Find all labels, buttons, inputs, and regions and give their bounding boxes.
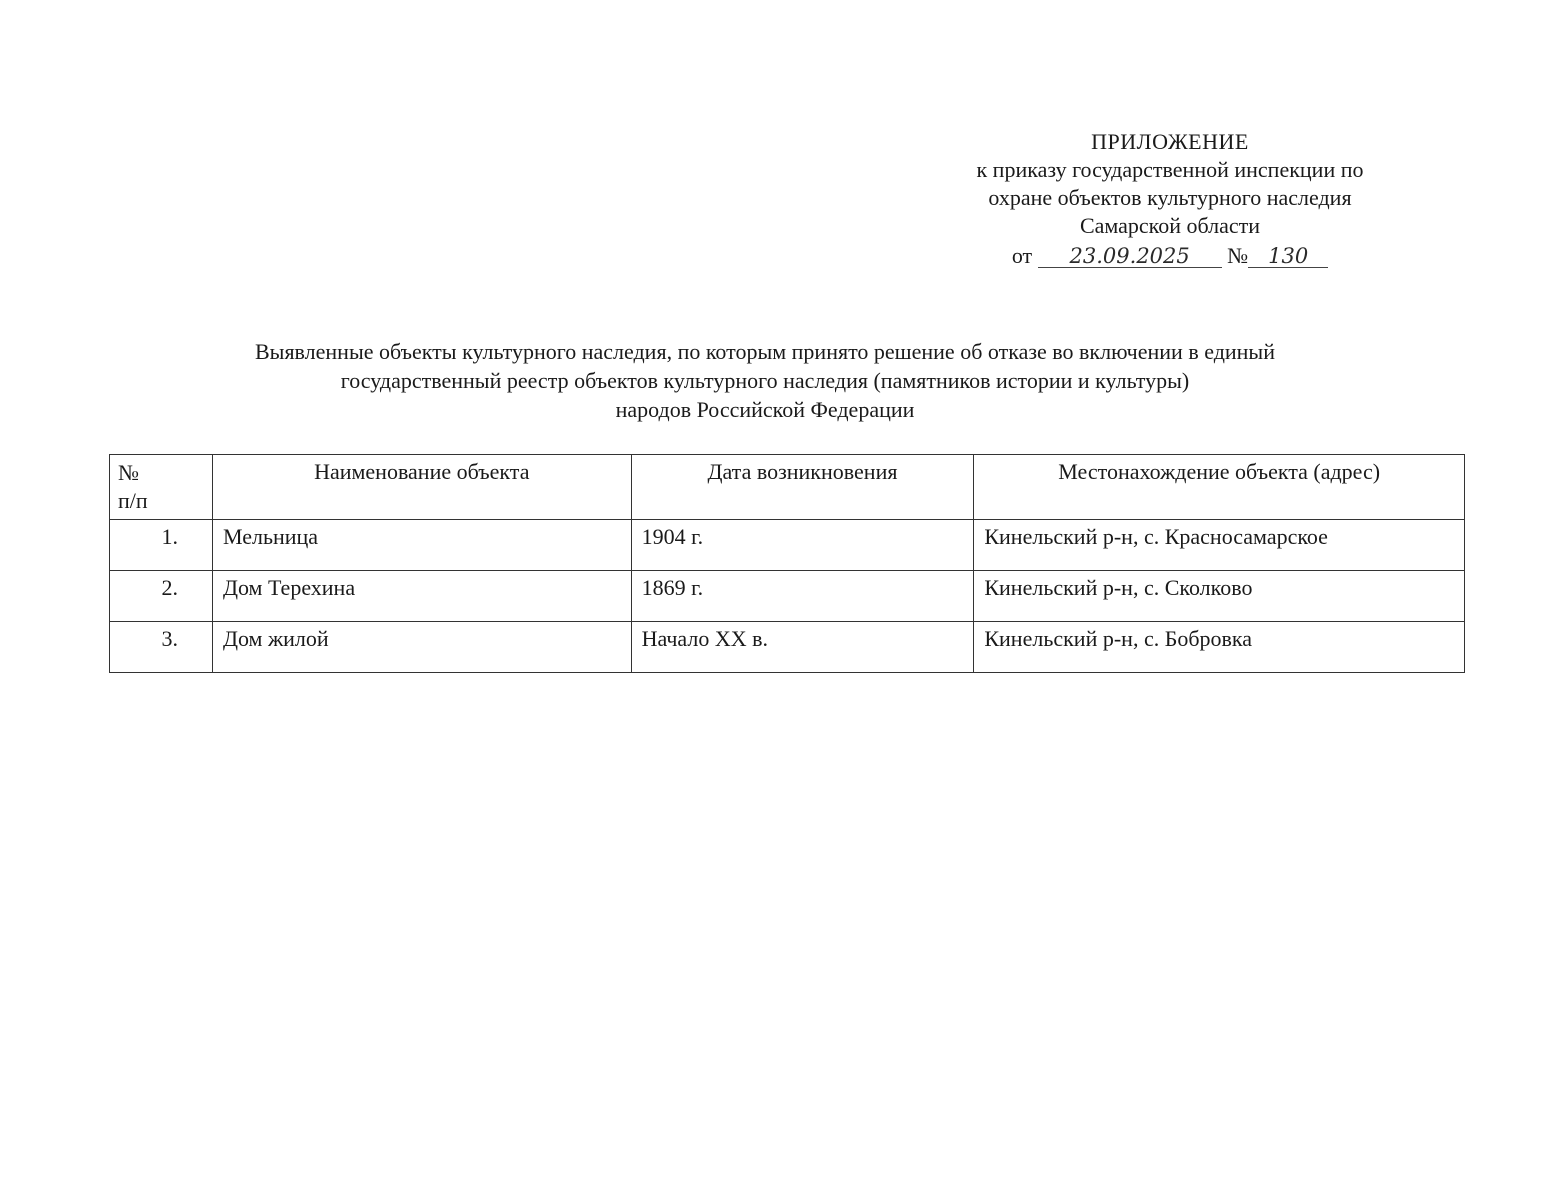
order-date-number-line [900, 242, 1440, 270]
appendix-heading: ПРИЛОЖЕНИЕ [1091, 129, 1249, 154]
table-row [110, 622, 1465, 673]
row-name: Дом жилой [212, 622, 631, 673]
header-address: Местонахождение объекта (адрес) [974, 455, 1465, 520]
row-address: Кинельский р-н, с. Красносамарское [974, 520, 1465, 571]
row-number: 1. [110, 520, 213, 571]
title-line-1: Выявленные объекты культурного наследия, по которым принято решение об отказе во включении в единый [254, 339, 1275, 364]
appendix-block [900, 128, 1440, 270]
header-number-sign: № [118, 460, 139, 485]
appendix-line-1: к приказу государственной инспекции по [976, 157, 1364, 182]
number-prefix: № [1227, 243, 1249, 268]
table-header-row [110, 455, 1465, 520]
document-title [80, 337, 1450, 424]
row-date: 1904 г. [631, 520, 974, 571]
date-prefix: от [1011, 243, 1033, 268]
header-number [110, 455, 213, 520]
row-address: Кинельский р-н, с. Бобровка [974, 622, 1465, 673]
appendix-line-2: охране объектов культурного наследия [988, 185, 1352, 210]
header-name: Наименование объекта [212, 455, 631, 520]
row-address: Кинельский р-н, с. Сколково [974, 571, 1465, 622]
objects-table [109, 454, 1465, 673]
row-name: Мельница [212, 520, 631, 571]
row-date: Начало XX в. [631, 622, 974, 673]
title-line-3: народов Российской Федерации [615, 397, 915, 422]
row-number: 3. [110, 622, 213, 673]
appendix-line-3: Самарской области [1079, 213, 1261, 238]
handwritten-number: 130 [1248, 245, 1328, 268]
table-row [110, 520, 1465, 571]
row-number: 2. [110, 571, 213, 622]
title-line-2: государственный реестр объектов культурного наследия (памятников истории и культуры) [340, 368, 1190, 393]
table-row [110, 571, 1465, 622]
header-date: Дата возникновения [631, 455, 974, 520]
row-date: 1869 г. [631, 571, 974, 622]
row-name: Дом Терехина [212, 571, 631, 622]
handwritten-date: 23.09.2025 [1038, 245, 1222, 268]
header-number-pp: п/п [118, 488, 148, 513]
